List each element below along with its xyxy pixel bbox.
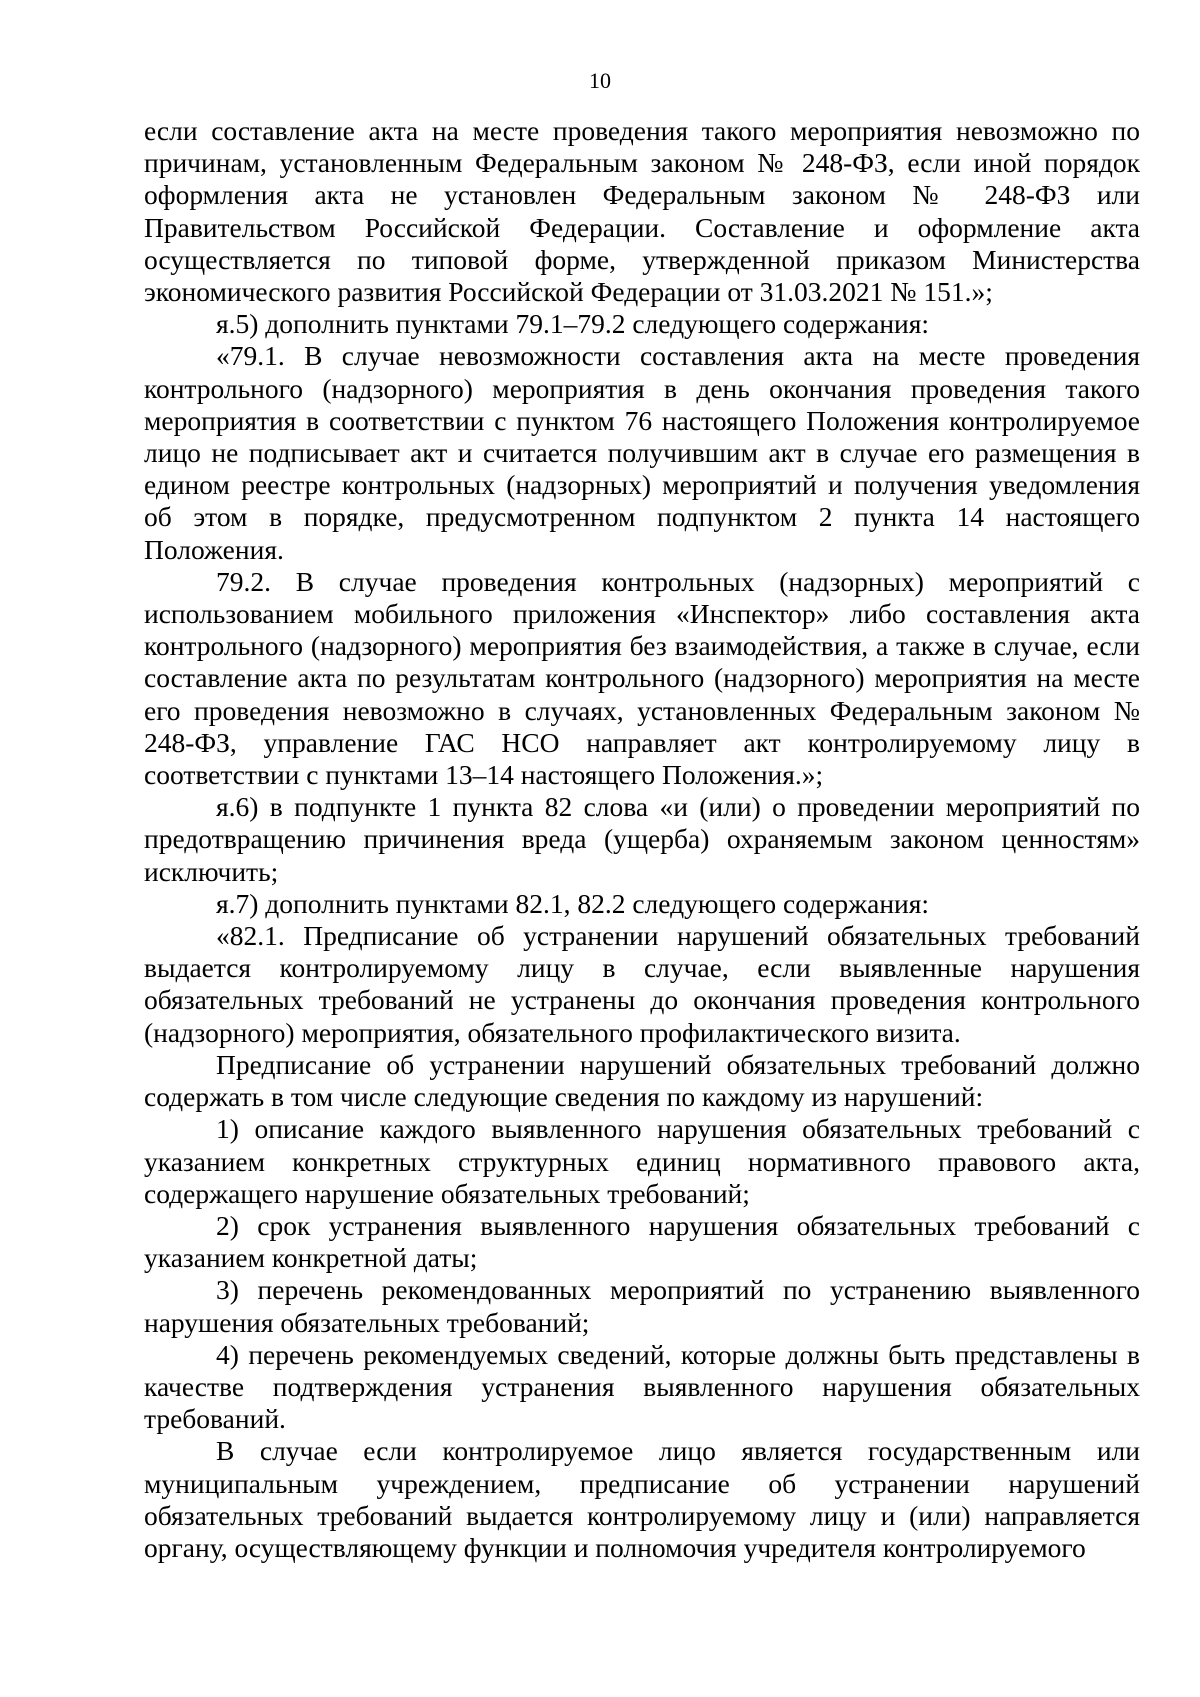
paragraph: я.6) в подпункте 1 пункта 82 слова «и (или) о проведении мероприятий по предотвращению причинения вреда (ущерба) охраняемым законом ценностям» исключить; xyxy=(144,791,1140,887)
paragraph: Предписание об устранении нарушений обязательных требований должно содержать в том числе следующие сведения по каждому из нарушений: xyxy=(144,1048,1140,1113)
paragraph: 4) перечень рекомендуемых сведений, которые должны быть представлены в качестве подтверждения устранения выявленного нарушения обязательных требований. xyxy=(144,1338,1140,1435)
document-body xyxy=(144,115,1140,1564)
paragraph: если составление акта на месте проведения такого мероприятия невозможно по причинам, установленным Федеральным законом № 248-ФЗ, если иной порядок оформления акта не установлен Федеральным законом № 248-ФЗ или Правительством Российской Федерации. Составление и оформление акта осуществляется по типовой форме, утвержденной приказом Министерства экономического развития Российской Федерации от 31.03.2021 № 151.»; xyxy=(144,115,1140,308)
page-number: 10 xyxy=(589,68,611,93)
paragraph: 1) описание каждого выявленного нарушения обязательных требований с указанием конкретных структурных единиц нормативного правового акта, содержащего нарушение обязательных требований; xyxy=(144,1113,1140,1209)
paragraph: я.7) дополнить пунктами 82.1, 82.2 следующего содержания: xyxy=(216,887,930,919)
paragraph: 3) перечень рекомендованных мероприятий по устранению выявленного нарушения обязательных требований; xyxy=(144,1274,1140,1338)
paragraph: 2) срок устранения выявленного нарушения обязательных требований с указанием конкретной даты; xyxy=(144,1209,1140,1274)
paragraph: «79.1. В случае невозможности составления акта на месте проведения контрольного (надзорного) мероприятия в день окончания проведения такого мероприятия в соответствии с пунктом 76 настоящего Положения контролируемое лицо не подписывает акт и считается получившим акт в случае его размещения в едином реестре контрольных (надзорных) мероприятий и получения уведомления об этом в порядке, предусмотренном подпунктом 2 пункта 14 настоящего Положения. xyxy=(144,340,1140,565)
paragraph: «82.1. Предписание об устранении нарушений обязательных требований выдается контролируемому лицу в случае, если выявленные нарушения обязательных требований не устранены до окончания проведения контрольного (надзорного) мероприятия, обязательного профилактического визита. xyxy=(144,920,1140,1048)
paragraph: В случае если контролируемое лицо является государственным или муниципальным учреждением, предписание об устранении нарушений обязательных требований выдается контролируемому лицу и (или) направляется органу, осуществляющему функции и полномочия учредителя контролируемого xyxy=(144,1435,1140,1563)
paragraph: 79.2. В случае проведения контрольных (надзорных) мероприятий с использованием мобильного приложения «Инспектор» либо составления акта контрольного (надзорного) мероприятия без взаимодействия, а также в случае, если составление акта по результатам контрольного (надзорного) мероприятия на месте его проведения невозможно в случаях, установленных Федеральным законом № 248-ФЗ, управление ГАС НСО направляет акт контролируемому лицу в соответствии с пунктами 13–14 настоящего Положения.»; xyxy=(144,565,1140,791)
paragraph: я.5) дополнить пунктами 79.1–79.2 следующего содержания: xyxy=(216,308,930,340)
